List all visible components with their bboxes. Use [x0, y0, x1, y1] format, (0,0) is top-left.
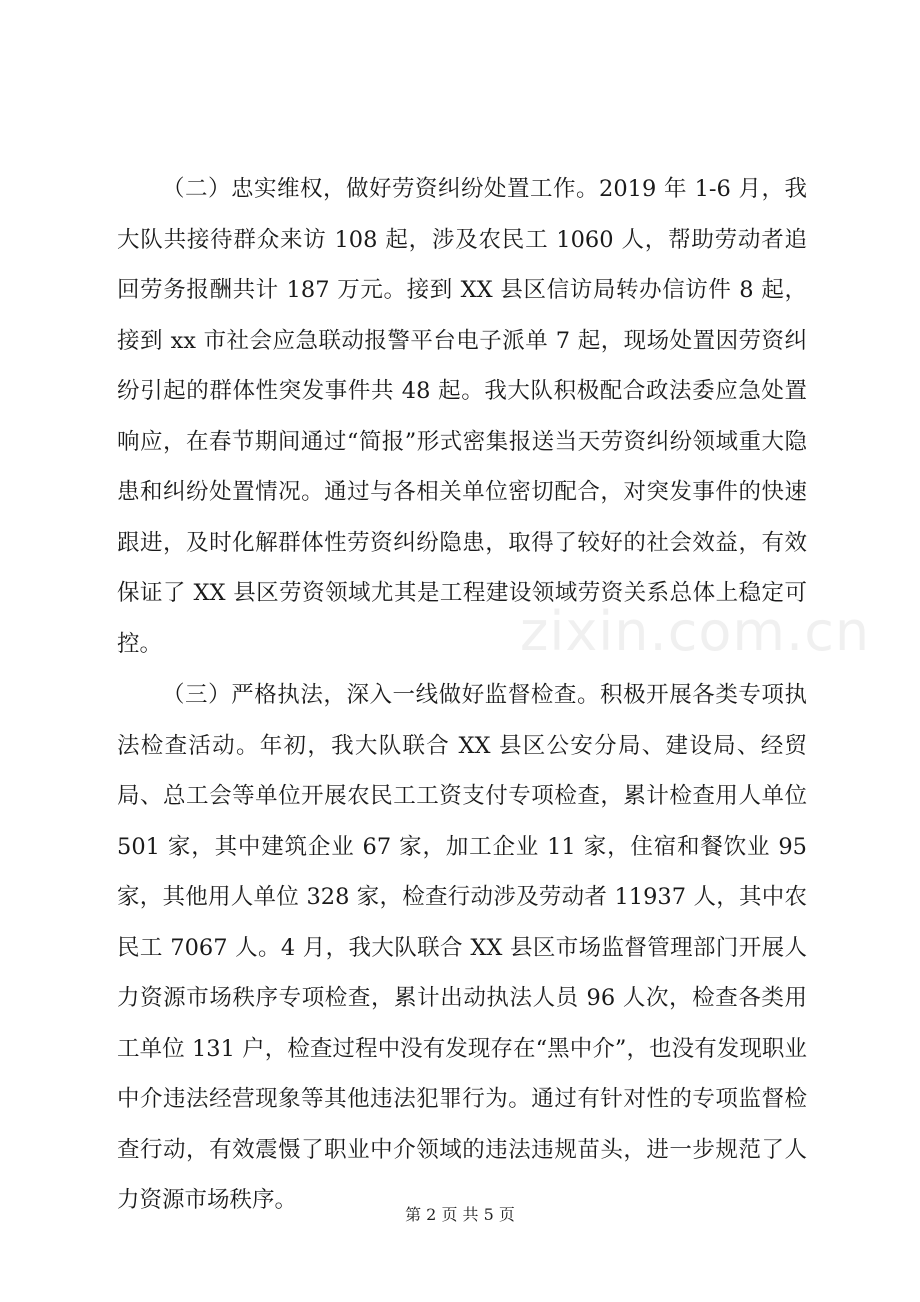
watermark: zixin.com.cn — [520, 600, 871, 663]
paragraph-law-enforcement: （三）严格执法，深入一线做好监督检查。积极开展各类专项执法检查活动。年初，我大队联合 XX 县区公安分局、建设局、经贸局、总工会等单位开展农民工工资支付专项检查，累计检查用人单位 501 家，其中建筑企业 67 家，加工企业 11 家，住宿和餐饮业 95 家，其他用人单位 328 家，检查行动涉及劳动者 11937 人，其中农民工 7067 人。4 月，我大队联合 XX 县区市场监督管理部门开展人力资源市场秩序专项检查，累计出动执法人员 96 人次，检查各类用工单位 131 户，检查过程中没有发现存在“黑中介”，也没有发现职业中介违法经营现象等其他违法犯罪行为。通过有针对性的专项监督检查行动，有效震慑了职业中介领域的违法违规苗头，进一步规范了人力资源市场秩序。 — [117, 682, 807, 1213]
page-footer: 第 2 页 共 5 页 — [405, 1205, 515, 1224]
document-body — [117, 164, 807, 1226]
paragraph-labor-disputes: （二）忠实维权，做好劳资纠纷处置工作。2019 年 1-6 月，我大队共接待群众来访 108 起，涉及农民工 1060 人，帮助劳动者追回劳务报酬共计 187 万元。接到 XX 县区信访局转办信访件 8 起，接到 xx 市社会应急联动报警平台电子派单 7 起，现场处置因劳资纠纷引起的群体性突发事件共 48 起。我大队积极配合政法委应急处置响应，在春节期间通过“简报”形式密集报送当天劳资纠纷领域重大隐患和纠纷处置情况。通过与各相关单位密切配合，对突发事件的快速跟进，及时化解群体性劳资纠纷隐患，取得了较好的社会效益，有效保证了 XX 县区劳资领域尤其是工程建设领域劳资关系总体上稳定可控。 — [117, 176, 807, 657]
